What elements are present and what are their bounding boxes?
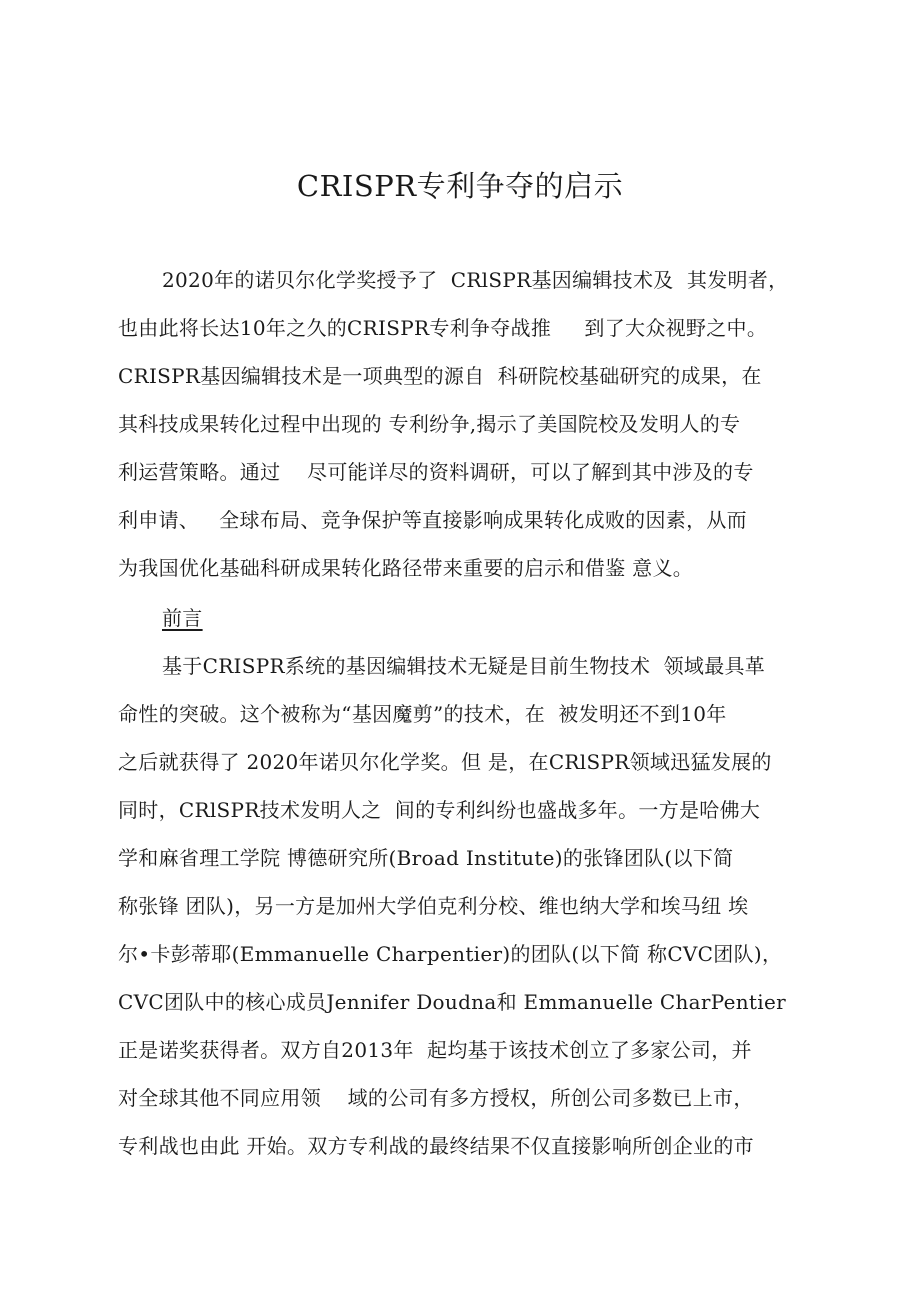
document-title: CRISPR专利争夺的启示 [296, 169, 624, 203]
body-line: 学和麻省理工学院 博德研究所(Broad Institute)的张锋团队(以下简 [118, 846, 734, 870]
body-line: 尔•卡彭蒂耶(Emmanuelle Charpentier)的团队(以下简 称CVC团队)， [118, 942, 783, 966]
abstract-line: 为我国优化基础科研成果转化路径带来重要的启示和借鉴 意义。 [118, 556, 694, 580]
body-line: 同时，CRlSPR技术发明人之 间的专利纠纷也盛战多年。一方是哈佛大 [118, 798, 761, 822]
body-line: 基于CRISPR系统的基因编辑技术无疑是目前生物技术 领域最具革 [162, 654, 766, 678]
abstract-line: 利申请、 全球布局、竞争保护等直接影响成果转化成败的因素，从而 [118, 508, 747, 532]
abstract-line: 2020年的诺贝尔化学奖授予了 CRlSPR基因编辑技术及 其发明者， [162, 268, 789, 292]
abstract-line: 其科技成果转化过程中出现的 专利纷争,揭示了美国院校及发明人的专 [118, 412, 741, 436]
body-line: 正是诺奖获得者。双方自2013年 起均基于该技术创立了多家公司，并 [118, 1038, 752, 1062]
body-line: 称张锋 团队)，另一方是加州大学伯克利分校、维也纳大学和埃马纽 埃 [118, 894, 749, 918]
body-line: CVC团队中的核心成员Jennifer Doudna和 Emmanuelle CharPentier [118, 990, 786, 1014]
abstract-line: 利运营策略。通过 尽可能详尽的资料调研，可以了解到其中涉及的专 [118, 460, 754, 484]
body-line: 专利战也由此 开始。双方专利战的最终结果不仅直接影响所创企业的市 [118, 1134, 754, 1158]
section-heading: 前言 [162, 606, 203, 630]
body-line: 之后就获得了 2020年诺贝尔化学奖。但 是，在CRlSPR领域迅猛发展的 [118, 750, 772, 774]
body-line: 对全球其他不同应用领 域的公司有多方授权，所创公司多数已上市， [118, 1086, 754, 1110]
body-line: 命性的突破。这个被称为“基因魔剪”的技术，在 被发明还不到10年 [118, 702, 727, 726]
abstract-line: 也由此将长达10年之久的CRISPR专利争夺战推 到了大众视野之中。 [118, 316, 768, 340]
abstract-line: CRISPR基因编辑技术是一项典型的源自 科研院校基础研究的成果，在 [118, 364, 762, 388]
